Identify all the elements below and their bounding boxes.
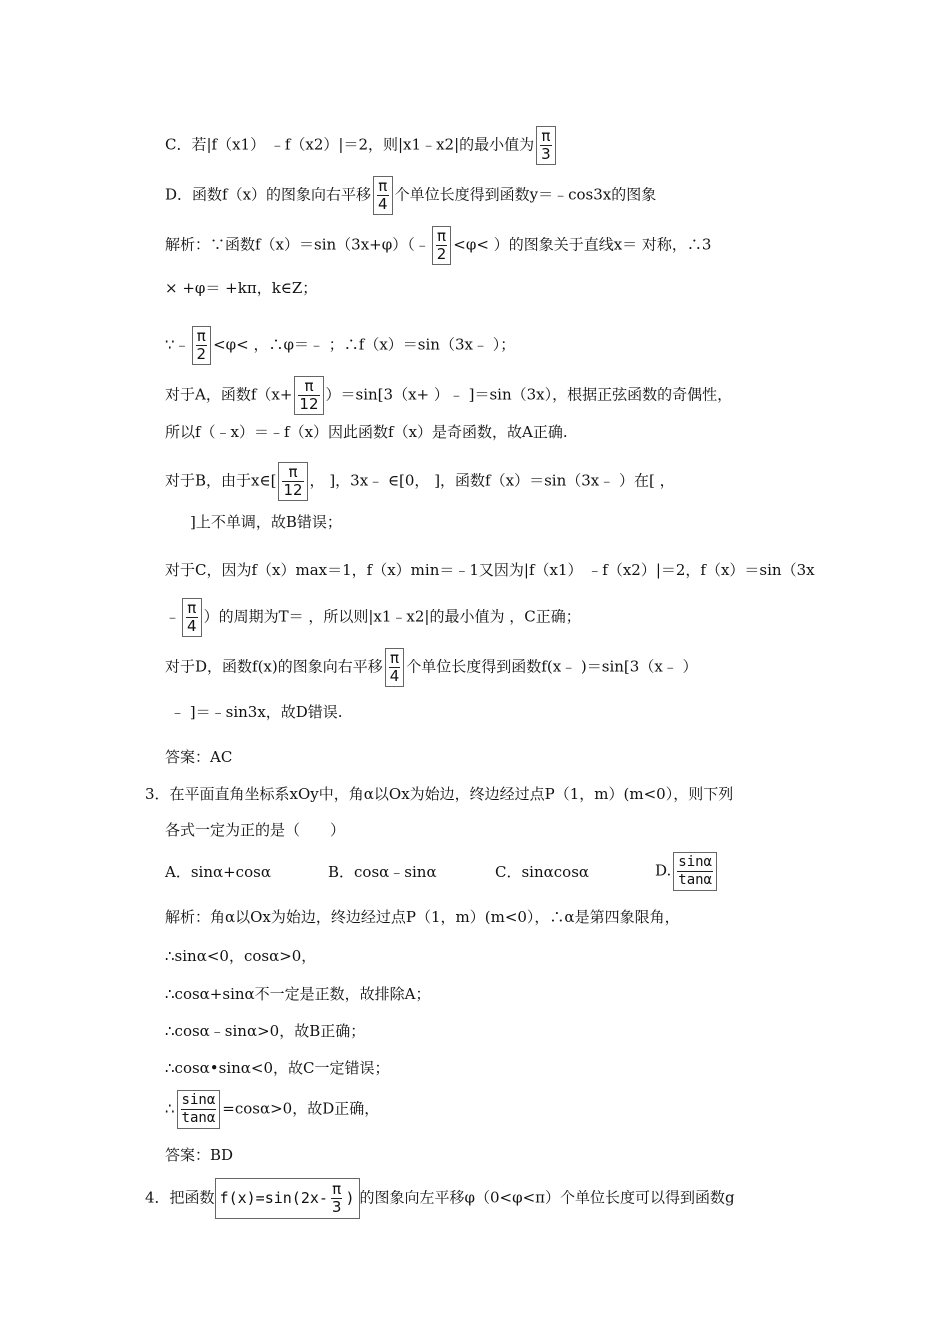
fraction-pi-over-4: $\frac{\pi}{4}$	[385, 648, 405, 687]
analysis-line-d: 对于D，函数f(x)的图象向右平移 $\frac{\pi}{4}$ 个单位长度得到函数f(x﹣ )＝sin[3（x﹣ ）	[165, 649, 698, 685]
analysis-3-line-5: ∴cosα•sinα<0，故C一定错误；	[165, 1059, 390, 1077]
analysis-3-line-1: 解析：角α以Ox为始边，终边经过点P（1，m）(m<0），∴α是第四象限角，	[165, 908, 680, 926]
formula-image-4: f(x)=sin(2x- $\frac{\pi}{3}$ )	[215, 1178, 360, 1219]
fraction-sin-over-tan: $\frac{\sin\alpha}{\tan\alpha}$	[673, 852, 717, 891]
analysis-3-line-2: ∴sinα<0，cosα>0，	[165, 947, 317, 965]
fraction-pi-over-2: $\frac{\pi}{2}$	[432, 226, 452, 265]
option-c-line	[165, 126, 558, 165]
answer-3: 答案：BD	[165, 1146, 234, 1164]
analysis-line-1: 解析：∵函数f（x）＝sin（3x+φ）（﹣ $\frac{\pi}{2}$ <φ< ）的图象关于直线x＝ 对称，∴3	[165, 227, 712, 263]
question-3-stem-2: 各式一定为正的是（ ）	[165, 821, 346, 839]
fraction-pi-over-12: $\frac{\pi}{12}$	[294, 376, 323, 415]
fraction-pi-over-4: $\frac{\pi}{4}$	[373, 176, 393, 215]
option-d-3: D. $\frac{\sin\alpha}{\tan\alpha}$	[655, 852, 719, 891]
analysis-3-line-3: ∴cosα+sinα不一定是正数，故排除A；	[165, 985, 431, 1003]
question-3-stem: 3．在平面直角坐标系xOy中，角α以Ox为始边，终边经过点P（1，m）(m<0），则下列	[145, 785, 734, 803]
option-d-line: D．函数f（x）的图象向右平移 $\frac{\pi}{4}$ 个单位长度得到函数y＝﹣cos3x的图象	[165, 177, 657, 213]
option-c-text: C．若|f（x1） ﹣f（x2）|＝2，则|x1﹣x2|的最小值为	[165, 135, 535, 154]
analysis-line-b: 对于B，由于x∈[ $\frac{\pi}{12}$ ， ]，3x﹣ ∈[0， ]，函数f（x）＝sin（3x﹣ ）在[ ，	[165, 463, 675, 499]
answer-2: 答案：AC	[165, 748, 233, 766]
analysis-line-3: ∵﹣ $\frac{\pi}{2}$ <φ< ，∴φ＝﹣ ；∴f（x）＝sin（3x﹣ ）；	[165, 327, 516, 363]
analysis-line-a2: 所以f（﹣x）＝﹣f（x）因此函数f（x）是奇函数，故A正确.	[165, 423, 568, 441]
fraction-pi-over-4: $\frac{\pi}{4}$	[182, 598, 202, 637]
fraction-pi-over-3: $\frac{\pi}{3}$	[536, 126, 556, 165]
analysis-line-c: 对于C，因为f（x）max＝1，f（x）min＝﹣1又因为|f（x1） ﹣f（x2）|＝2，f（x）＝sin（3x	[165, 561, 815, 579]
analysis-line-d2: ﹣ ]＝﹣sin3x，故D错误.	[170, 703, 343, 721]
fraction-pi-over-3: $\frac{\pi}{3}$	[329, 1181, 345, 1216]
analysis-3-line-6: ∴ $\frac{\sin\alpha}{\tan\alpha}$ =cosα>0，故D正确，	[165, 1090, 379, 1129]
fraction-pi-over-12: $\frac{\pi}{12}$	[278, 462, 307, 501]
fraction-sin-over-tan: $\frac{\sin\alpha}{\tan\alpha}$	[177, 1090, 221, 1129]
analysis-line-2: × +φ＝ +kπ，k∈Z；	[165, 279, 318, 297]
option-b-3: B．cosα﹣sinα	[328, 863, 437, 881]
option-c-3: C．sinαcosα	[495, 863, 590, 881]
analysis-line-a: 对于A，函数f（x+ $\frac{\pi}{12}$ ）＝sin[3（x+ ）﹣ ]＝sin（3x），根据正弦函数的奇偶性，	[165, 377, 733, 413]
analysis-3-line-4: ∴cosα﹣sinα>0，故B正确；	[165, 1022, 366, 1040]
question-4-stem: 4．把函数 f(x)=sin(2x- $\frac{\pi}{3}$ ) 的图象向左平移φ（0<φ<π）个单位长度可以得到函数g	[145, 1178, 735, 1219]
option-a-3: A．sinα+cosα	[165, 863, 271, 881]
fraction-pi-over-2: $\frac{\pi}{2}$	[192, 326, 212, 365]
analysis-line-c2: ﹣ $\frac{\pi}{4}$ ）的周期为T＝ ，所以则|x1﹣x2|的最小值为 ，C正确；	[165, 599, 581, 635]
analysis-line-b2: ]上不单调，故B错误；	[190, 513, 342, 531]
